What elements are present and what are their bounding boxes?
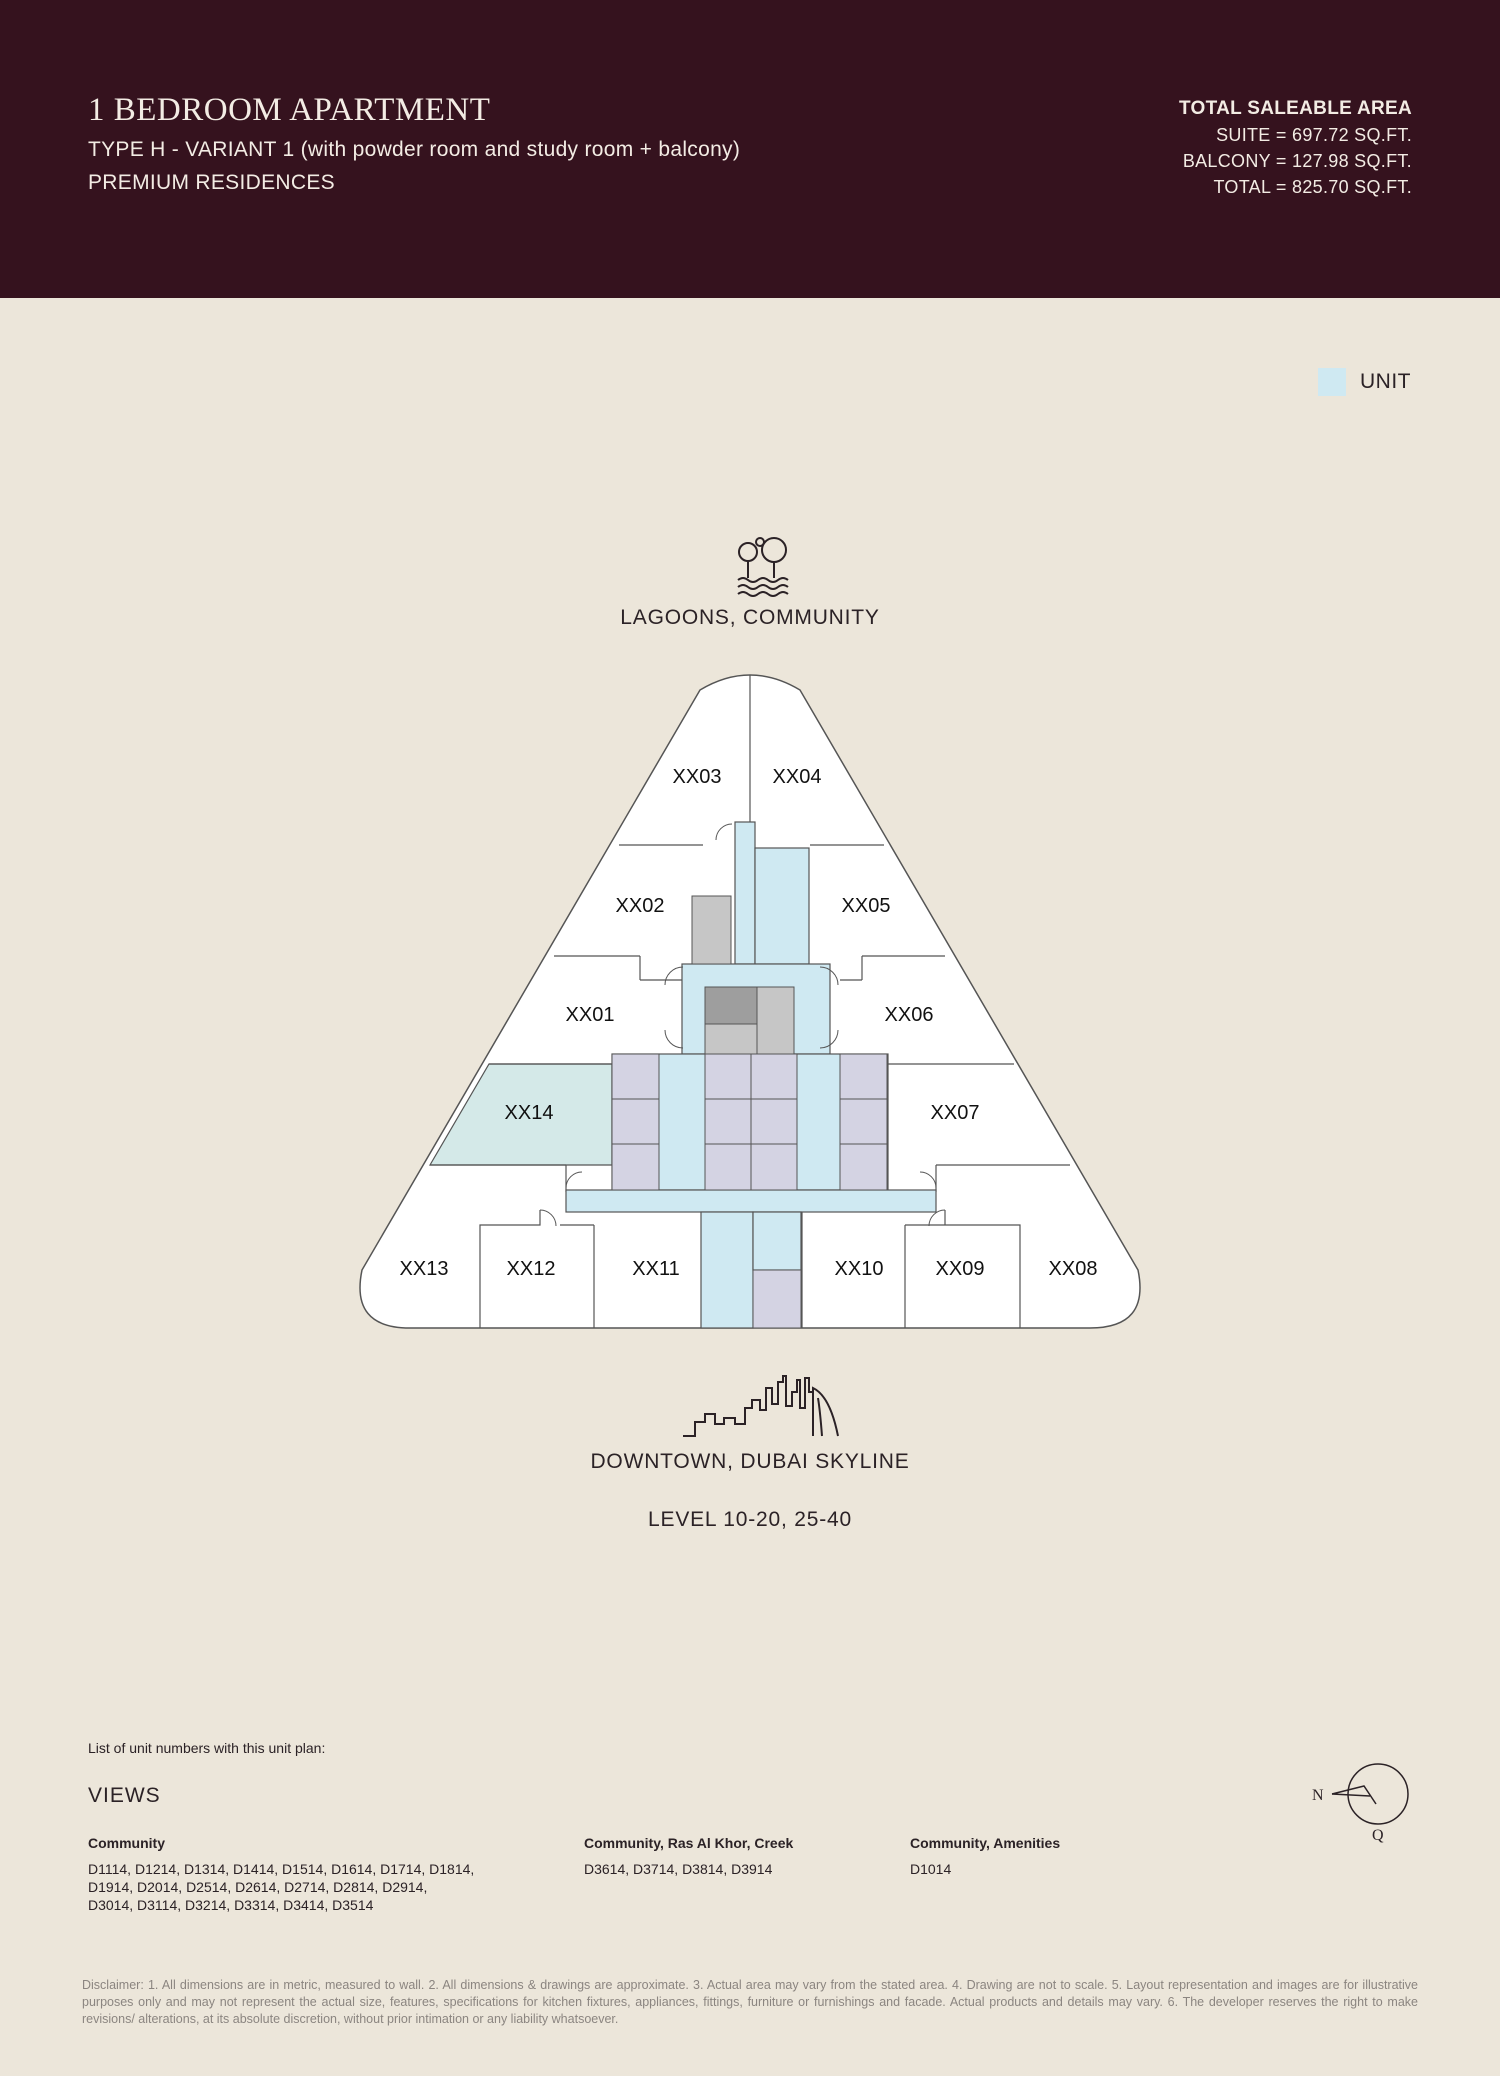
group-title: Community, Ras Al Khor, Creek	[584, 1835, 794, 1851]
unit-label-xx08: XX08	[1048, 1258, 1098, 1280]
unit-numbers: D1114, D1214, D1314, D1414, D1514, D1614, D1714, D1814,	[88, 1861, 475, 1877]
views-group-creek	[584, 1834, 864, 1878]
unit-numbers: D1914, D2014, D2514, D2614, D2714, D2814, D2914,	[88, 1879, 428, 1895]
compass-q: Q	[1372, 1827, 1384, 1844]
balcony-area: BALCONY = 127.98 SQ.FT.	[1182, 151, 1412, 171]
unit-label-xx14: XX14	[504, 1102, 554, 1124]
unit-label-xx06: XX06	[884, 1004, 934, 1026]
skyline-icon	[683, 1376, 838, 1436]
view-top-label: LAGOONS, COMMUNITY	[620, 606, 880, 629]
unit-label-xx13: XX13	[399, 1258, 449, 1280]
unit-label-xx09: XX09	[935, 1258, 985, 1280]
level-label: LEVEL 10-20, 25-40	[648, 1508, 852, 1531]
unit-label-xx02: XX02	[615, 895, 665, 917]
unit-label-xx11: XX11	[632, 1258, 680, 1280]
view-bottom-label: DOWNTOWN, DUBAI SKYLINE	[590, 1450, 910, 1473]
views-title: VIEWS	[88, 1784, 161, 1807]
disclaimer: Disclaimer: 1. All dimensions are in metric, measured to wall. 2. All dimensions & drawings are approximate. 3. Actual area may vary from the stated area. 4. Drawing are not to scale. 5. Layout representation and images are for illustrative purposes only and may not represent the actual size, features, specifications for kitchen fixtures, appliances, fittings, furniture or furnishings and facade. Actual products and details may vary. 6. The developer reserves the right to make revisions/ alterations, at its absolute discretion, without prior intimation or any liability whatsoever.	[82, 1978, 1418, 2026]
unit-numbers: D3014, D3114, D3214, D3314, D3414, D3514	[88, 1897, 374, 1913]
unit-type: TYPE H - VARIANT 1 (with powder room and study room + balcony)	[88, 138, 741, 161]
suite-area: SUITE = 697.72 SQ.FT.	[1216, 125, 1412, 145]
views-group-community	[88, 1834, 528, 1914]
group-title: Community	[88, 1835, 165, 1851]
units-list-heading: List of unit numbers with this unit plan:	[88, 1740, 326, 1756]
unit-label-xx03: XX03	[672, 766, 722, 788]
compass-n: N	[1312, 1787, 1324, 1804]
group-title: Community, Amenities	[910, 1835, 1061, 1851]
unit-label-xx04: XX04	[772, 766, 822, 788]
unit-label-xx12: XX12	[506, 1258, 556, 1280]
views-group-amenities	[910, 1834, 1170, 1878]
unit-label-xx05: XX05	[841, 895, 891, 917]
unit-numbers: D3614, D3714, D3814, D3914	[584, 1861, 773, 1877]
unit-label-xx10: XX10	[834, 1258, 884, 1280]
unit-numbers: D1014	[910, 1861, 952, 1877]
total-area: TOTAL = 825.70 SQ.FT.	[1213, 177, 1412, 197]
page-title: 1 BEDROOM APARTMENT	[88, 92, 491, 128]
unit-label-xx07: XX07	[930, 1102, 980, 1124]
collection-name: PREMIUM RESIDENCES	[88, 171, 335, 194]
area-title: TOTAL SALEABLE AREA	[1178, 98, 1412, 119]
legend-label: UNIT	[1360, 370, 1411, 393]
north-compass-icon	[1304, 1752, 1414, 1852]
lagoon-tree-icon	[738, 538, 788, 596]
unit-label-xx01: XX01	[565, 1004, 615, 1026]
